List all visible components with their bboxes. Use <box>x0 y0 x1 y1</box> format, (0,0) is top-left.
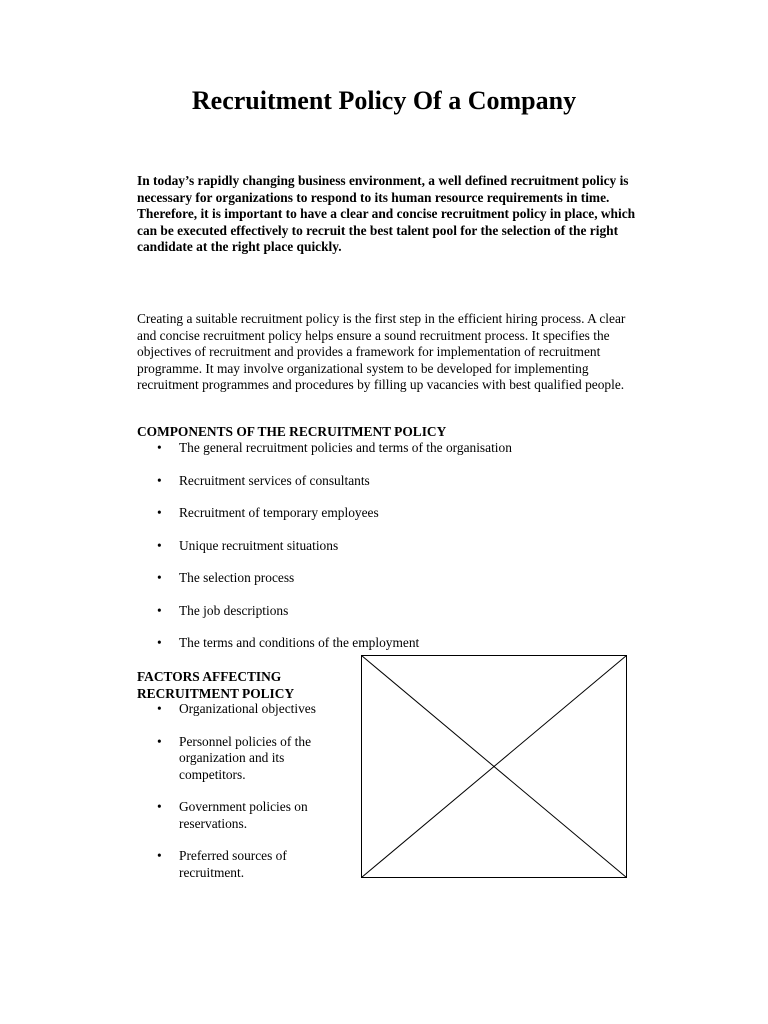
bullet-icon: • <box>157 848 162 863</box>
list-item-text: Preferred sources of recruitment. <box>179 848 287 880</box>
list-item-text: The selection process <box>179 570 295 585</box>
document-title: Recruitment Policy Of a Company <box>191 86 577 115</box>
bullet-icon: • <box>157 799 162 814</box>
factors-list <box>137 701 347 897</box>
list-item-text: The job descriptions <box>179 602 289 618</box>
list-item <box>137 473 637 490</box>
list-item-text: Recruitment of temporary employees <box>179 505 379 520</box>
list-item-text: Government policies on reservations. <box>179 799 308 831</box>
bullet-icon: • <box>157 701 162 716</box>
components-heading: COMPONENTS OF THE RECRUITMENT POLICY <box>137 424 447 439</box>
components-list <box>137 440 637 668</box>
list-item-text: Unique recruitment situations <box>179 537 339 553</box>
factors-heading: FACTORS AFFECTING RECRUITMENT POLICY <box>137 669 295 701</box>
list-item <box>137 848 347 881</box>
bullet-icon: • <box>157 472 162 488</box>
list-item <box>137 701 347 718</box>
bullet-icon: • <box>157 570 162 585</box>
list-item-text: The general recruitment policies and terms of the organisation <box>179 440 512 455</box>
bullet-icon: • <box>157 733 162 749</box>
body-paragraph: Creating a suitable recruitment policy is the first step in the efficient hiring process. A clear and concise recruitment policy helps ensure a sound recruitment process. It specifies the objectives of recruitment and provides a framework for implementation of recruitment programme. It may involve organizational system to be developed for implementing recruitment programmes and procedures by filling up vacancies with best qualified people. <box>137 311 626 392</box>
intro-paragraph: In today’s rapidly changing business environment, a well defined recruitment policy is necessary for organizations to respond to its human resource requirements in time. Therefore, it is important to have a clear and concise recruitment policy in place, which can be executed effectively to recruit the best talent pool for the selection of the right candidate at the right place quickly. <box>137 173 636 254</box>
list-item <box>137 635 637 652</box>
bullet-icon: • <box>157 635 162 650</box>
list-item <box>137 570 637 587</box>
bullet-icon: • <box>157 440 162 455</box>
bullet-icon: • <box>157 505 162 520</box>
list-item <box>137 538 637 555</box>
list-item-text: The terms and conditions of the employment <box>179 635 420 650</box>
list-item-text: Personnel policies of the organization and its competitors. <box>179 733 312 782</box>
list-item <box>137 505 637 522</box>
bullet-icon: • <box>157 537 162 553</box>
list-item-text: Organizational objectives <box>179 701 316 716</box>
list-item <box>137 440 637 457</box>
bullet-icon: • <box>157 602 162 618</box>
image-placeholder-icon <box>361 655 627 878</box>
list-item <box>137 734 347 784</box>
list-item-text: Recruitment services of consultants <box>179 472 370 488</box>
list-item <box>137 603 637 620</box>
image-placeholder <box>361 655 627 878</box>
list-item <box>137 799 347 832</box>
